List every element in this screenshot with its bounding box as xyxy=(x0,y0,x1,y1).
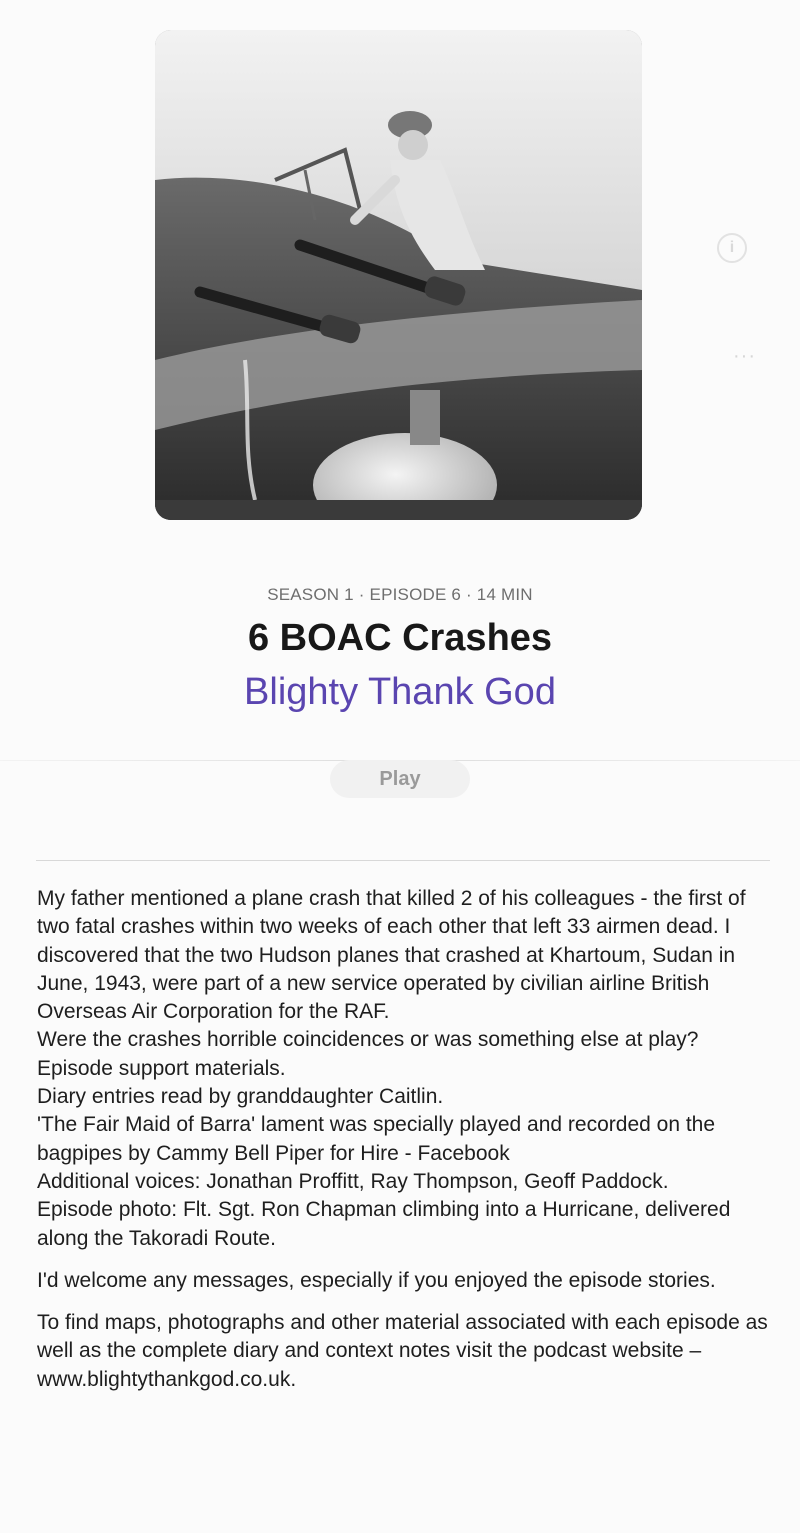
show-name-link[interactable]: Blighty Thank God xyxy=(244,671,556,713)
description-line: Were the crashes horrible coincidences or was something else at play? xyxy=(37,1028,699,1052)
description-line: Episode photo: Flt. Sgt. Ron Chapman climbing into a Hurricane, delivered along the Takoradi Route. xyxy=(37,1198,731,1250)
description-paragraph: I'd welcome any messages, especially if you enjoyed the episode stories. xyxy=(37,1268,716,1292)
hurricane-photo-image xyxy=(155,30,642,520)
episode-artwork xyxy=(155,30,642,520)
info-icon[interactable]: i xyxy=(717,233,747,263)
episode-meta: SEASON 1 · EPISODE 6 · 14 MIN xyxy=(267,585,533,604)
description-line: My father mentioned a plane crash that killed 2 of his colleagues - the first of two fatal crashes within two weeks of each other that left 33 airmen dead. I discovered that the two Hudson planes that crashed at Khartoum, Sudan in June, 1943, were part of a new service operated by civilian airline British Overseas Air Corporation for the RAF. xyxy=(37,887,746,1024)
description-line: Episode support materials. xyxy=(37,1056,286,1080)
play-button[interactable]: Play xyxy=(379,768,421,790)
divider xyxy=(36,860,770,861)
more-icon[interactable]: ··· xyxy=(733,345,756,367)
episode-title: 6 BOAC Crashes xyxy=(247,617,553,659)
description-line: Diary entries read by granddaughter Caitlin. xyxy=(37,1085,444,1109)
description-line: Additional voices: Jonathan Proffitt, Ray Thompson, Geoff Paddock. xyxy=(37,1169,669,1193)
description-line: 'The Fair Maid of Barra' lament was specially played and recorded on the bagpipes by Cammy Bell Piper for Hire - Facebook xyxy=(37,1113,716,1165)
description-paragraph: To find maps, photographs and other material associated with each episode as well as the complete diary and context notes visit the podcast website – www.blightythankgod.co.uk. xyxy=(37,1311,768,1391)
episode-description xyxy=(37,885,772,1394)
